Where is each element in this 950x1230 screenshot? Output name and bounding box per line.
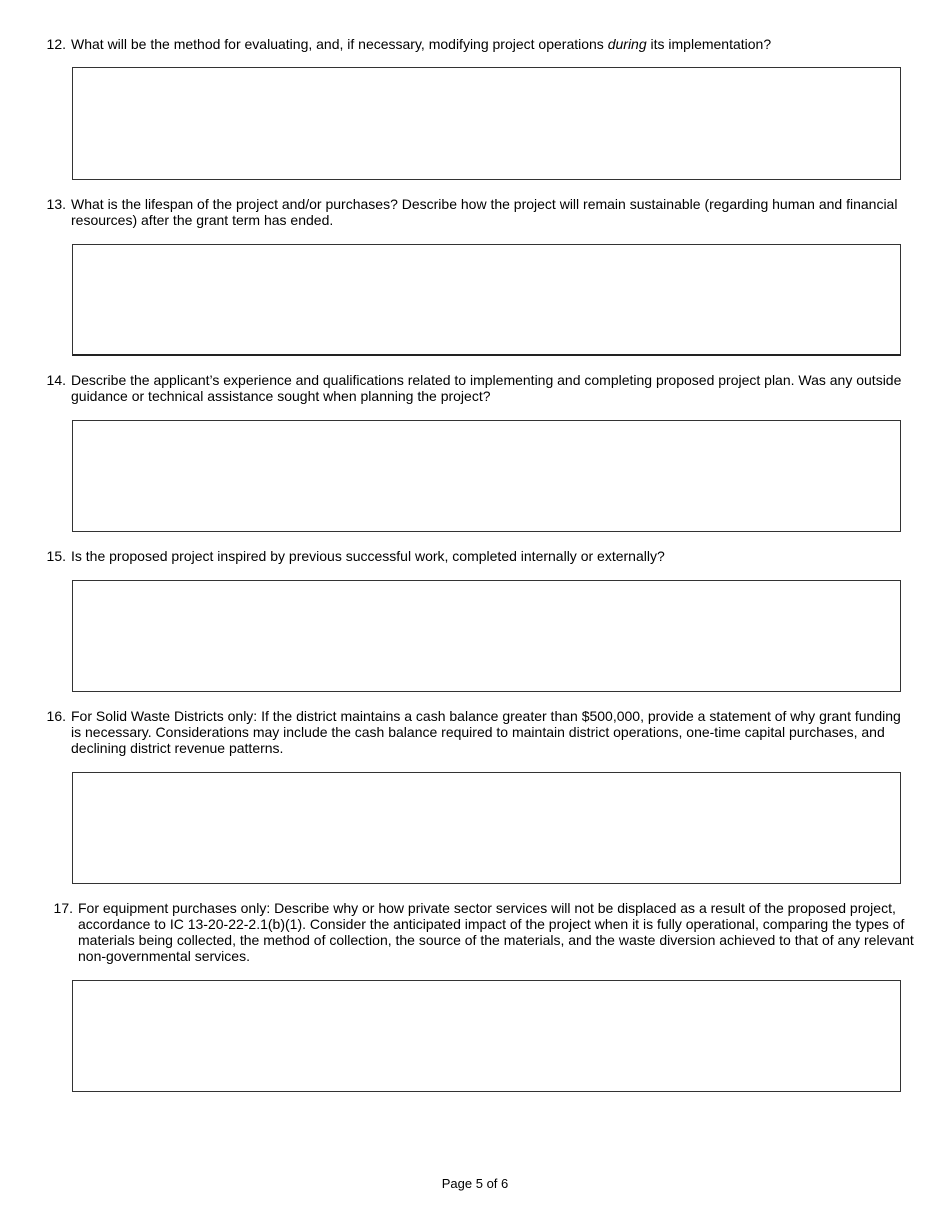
- answer-box-12[interactable]: [72, 67, 901, 180]
- question-number: 12.: [46, 36, 66, 52]
- answer-box-16[interactable]: [72, 772, 901, 884]
- question-number: 15.: [46, 548, 66, 564]
- question-text: For Solid Waste Districts only: If the district maintains a cash balance greater than $500,000, provide a statement of why grant funding is necessary. Considerations may include the cash balance required to maintain district operations, one-time capital purchases, and declining district revenue patterns.: [71, 708, 901, 756]
- question-text: Describe the applicant’s experience and qualifications related to implementing and completing proposed project plan. Was any outside guidance or technical assistance sought when planning the project?: [71, 372, 902, 404]
- question-text: What is the lifespan of the project and/or purchases? Describe how the project will remain sustainable (regarding human and financial resources) after the grant term has ended.: [71, 196, 898, 228]
- question-number: 13.: [46, 196, 66, 212]
- question-text: What will be the method for evaluating, and, if necessary, modifying project operations during its implementation?: [71, 36, 772, 52]
- question-text: For equipment purchases only: Describe why or how private sector services will not be displaced as a result of the proposed project, accordance to IC 13-20-22-2.1(b)(1). Consider the anticipated impact of the project when it is fully operational, comparing the types of materials being collected, the method of collection, the source of the materials, and the waste diversion achieved to that of any relevant non-governmental services.: [78, 900, 914, 964]
- answer-box-17[interactable]: [72, 980, 901, 1092]
- answer-box-15[interactable]: [72, 580, 901, 692]
- page-number: Page 5 of 6: [441, 1176, 509, 1191]
- answer-box-14[interactable]: [72, 420, 901, 532]
- question-text: Is the proposed project inspired by previous successful work, completed internally or externally?: [71, 548, 665, 564]
- question-number: 16.: [46, 708, 66, 724]
- question-number: 14.: [46, 372, 66, 388]
- question-number: 17.: [53, 900, 73, 916]
- answer-box-13[interactable]: [72, 244, 901, 356]
